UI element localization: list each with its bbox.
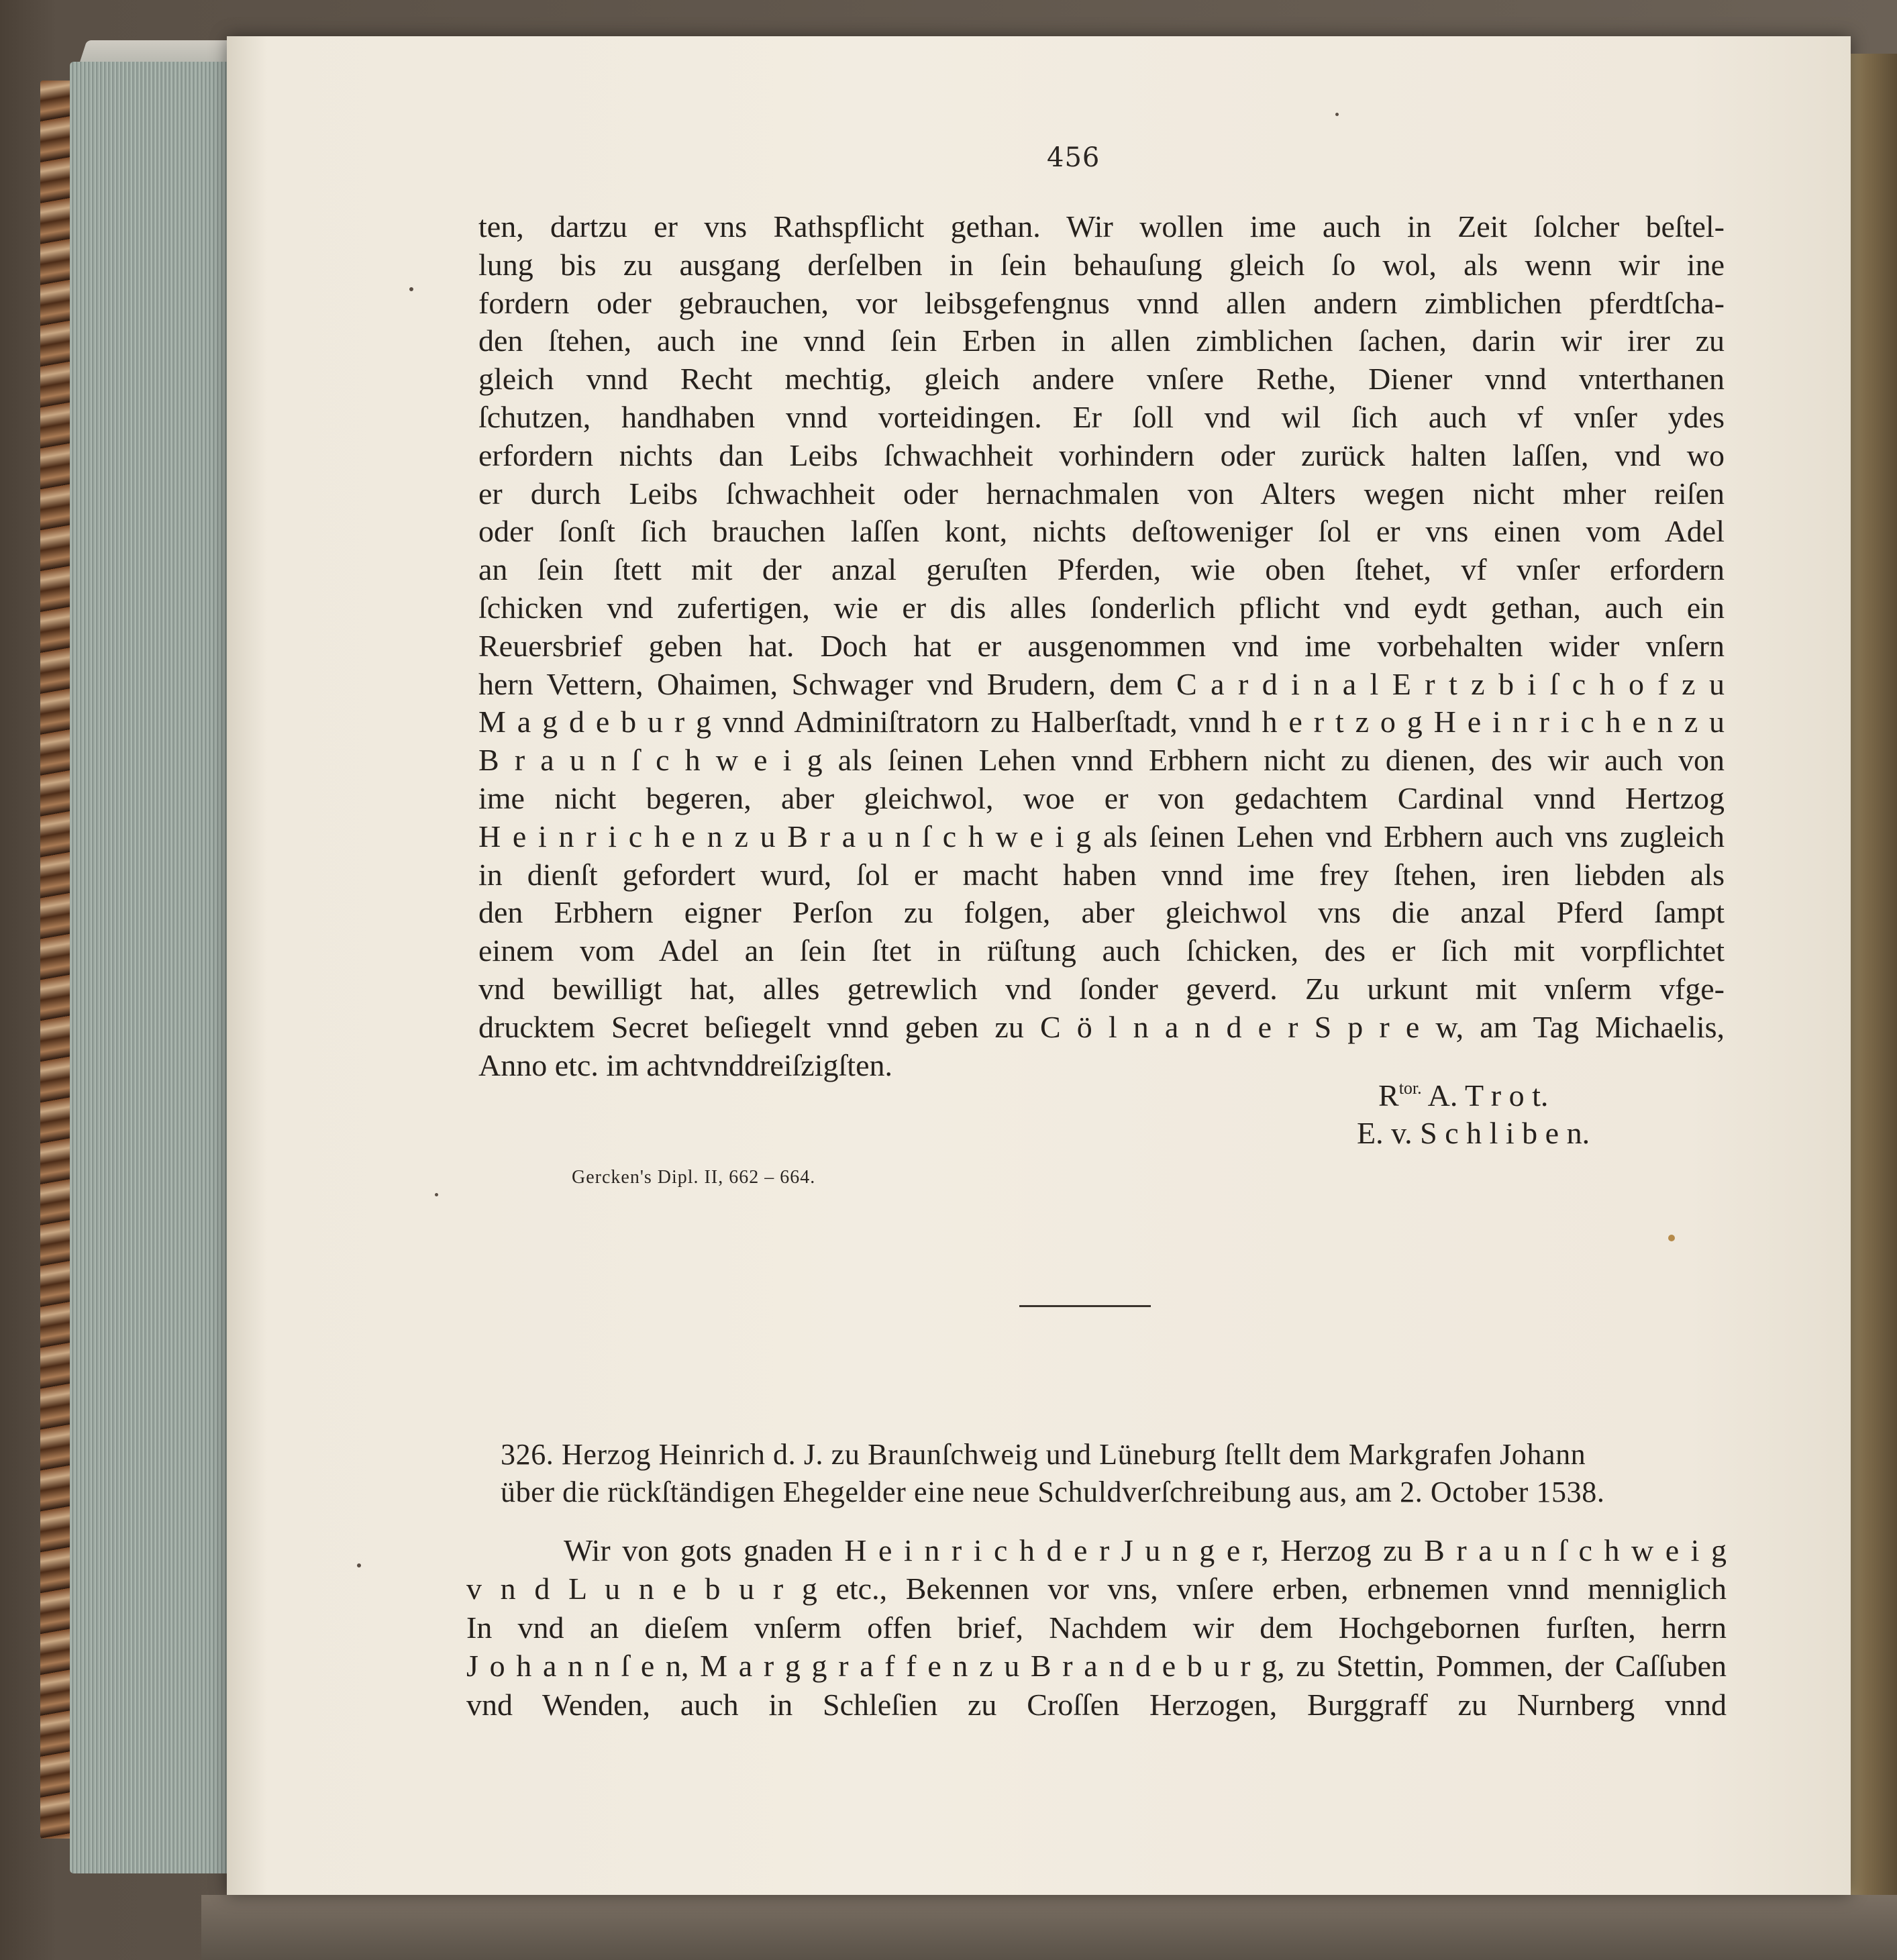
- text-line: ten, dartzu er vns Rathspflicht gethan. Wir wollen ime auch in Zeit ſolcher beſtel-: [478, 209, 1725, 244]
- section-divider: [1019, 1305, 1151, 1307]
- main-text-block: [478, 208, 1725, 1084]
- right-cover-edge: [1847, 54, 1897, 1960]
- signature-block: [1357, 1070, 1590, 1152]
- text-line: Wir von gots gnaden H e i n r i c h d e r J u n g e r, Herzog zu B r a u n ſ c h w e i g: [564, 1533, 1727, 1567]
- signature-schliben: E. v. S c h l i b e n.: [1357, 1116, 1590, 1150]
- text-line: J o h a n n ſ e n, M a r g g r a f f e n z u B r a n d e b u r g, zu Stettin, Pommen, der Caſſuben: [466, 1649, 1727, 1684]
- text-line: lung bis zu ausgang derſelben in ſein behauſung gleich ſo wol, als wenn wir ine: [478, 247, 1725, 282]
- paper-speck: [1335, 113, 1339, 116]
- text-line: hern Vettern, Ohaimen, Schwager vnd Brudern, dem C a r d i n a l E r t z b i ſ c h o f z u: [478, 666, 1725, 701]
- text-line: gleich vnnd Recht mechtig, gleich andere vnſere Rethe, Diener vnnd vnterthanen: [478, 362, 1725, 397]
- paper-speck: [357, 1563, 361, 1567]
- source-note: Gercken's Dipl. II, 662 – 664.: [572, 1167, 816, 1188]
- text-line: v n d L u n e b u r g etc., Bekennen vor vns, vnſere erben, erbnemen vnnd menniglich: [466, 1571, 1727, 1606]
- signature-trot: $R^{tor.}$ A. T r o t.: [1378, 1078, 1549, 1113]
- text-line: Reuersbrief geben hat. Doch hat er ausgenommen vnd ime vorbehalten wider vnſern: [478, 628, 1725, 663]
- text-line: oder ſonſt ſich brauchen laſſen kont, nichts deſtoweniger ſol er vns einen vom Adel: [478, 514, 1725, 549]
- text-line: einem vom Adel an ſein ſtet in rüſtung auch ſchicken, des er ſich mit vorpflichtet: [478, 933, 1725, 968]
- text-line: vnd Wenden, auch in Schleſien zu Croſſen Herzogen, Burggraff zu Nurnberg vnnd: [466, 1687, 1727, 1722]
- text-line: in dienſt gefordert wurd, ſol er macht haben vnnd ime frey ſtehen, iren liebden als: [478, 857, 1725, 892]
- text-line: drucktem Secret beſiegelt vnnd geben zu C ö l n a n d e r S p r e w, am Tag Michaelis,: [478, 1009, 1725, 1044]
- text-line: M a g d e b u r g vnnd Adminiſtratorn zu Halberſtadt, vnnd h e r t z o g H e i n r i c h e n z u: [478, 705, 1725, 739]
- text-line: er durch Leibs ſchwachheit oder hernachmalen von Alters wegen nicht mher reiſen: [478, 476, 1725, 511]
- text-line: den ſtehen, auch ine vnnd ſein Erben in allen zimblichen ſachen, darin wir irer zu: [478, 323, 1725, 358]
- text-line: an ſein ſtett mit der anzal geruſten Pferden, wie oben ſtehet, vf vnſer erfordern: [478, 552, 1725, 587]
- paper-speck: [435, 1193, 438, 1196]
- text-line: vnd bewilligt hat, alles getrewlich vnd ſonder geverd. Zu urkunt mit vnſerm vfge-: [478, 971, 1725, 1006]
- text-line: den Erbhern eigner Perſon zu folgen, aber gleichwol vns die anzal Pferd ſampt: [478, 895, 1725, 930]
- bottom-edge: [201, 1895, 1897, 1960]
- marbled-cover-edge: [40, 81, 74, 1839]
- paper-speck: [409, 287, 413, 291]
- text-line: H e i n r i c h e n z u B r a u n ſ c h w e i g als ſeinen Lehen vnd Erbhern auch vns zugleich: [478, 819, 1725, 854]
- heading-line-1: 326. Herzog Heinrich d. J. zu Braunſchweig und Lüneburg ſtellt dem Markgrafen Johann: [501, 1438, 1586, 1471]
- text-line: ſchutzen, handhaben vnnd vorteidingen. Er ſoll vnd wil ſich auch vf vnſer ydes: [478, 399, 1725, 434]
- document-body: [466, 1531, 1727, 1724]
- text-line: erfordern nichts dan Leibs ſchwachheit vorhindern oder zurück halten laſſen, vnd wo: [478, 437, 1725, 472]
- text-line: ſchicken vnd zufertigen, wie er dis alles ſonderlich pflicht vnd eydt gethan, auch ein: [478, 590, 1725, 625]
- text-line: fordern oder gebrauchen, vor leibsgefengnus vnnd allen andern zimblichen pferdtſcha-: [478, 285, 1725, 320]
- page-stack: [70, 62, 231, 1873]
- document-heading: [501, 1436, 1715, 1511]
- heading-line-2: über die rückſtändigen Ehegelder eine neue Schuldverſchreibung aus, am 2. October 1538.: [501, 1476, 1605, 1508]
- paper-speck: [1668, 1235, 1675, 1241]
- text-line: In vnd an dieſem vnſerm offen brief, Nachdem wir dem Hochgebornen furſten, herrn: [466, 1610, 1727, 1645]
- text-line: B r a u n ſ c h w e i g als ſeinen Lehen vnnd Erbhern nicht zu dienen, des wir auch von: [478, 743, 1725, 778]
- text-line: Anno etc. im achtvnddreiſzigſten.: [478, 1047, 892, 1082]
- text-line: ime nicht begeren, aber gleichwol, woe er von gedachtem Cardinal vnnd Hertzog: [478, 780, 1725, 815]
- page-number: 456: [1047, 142, 1100, 173]
